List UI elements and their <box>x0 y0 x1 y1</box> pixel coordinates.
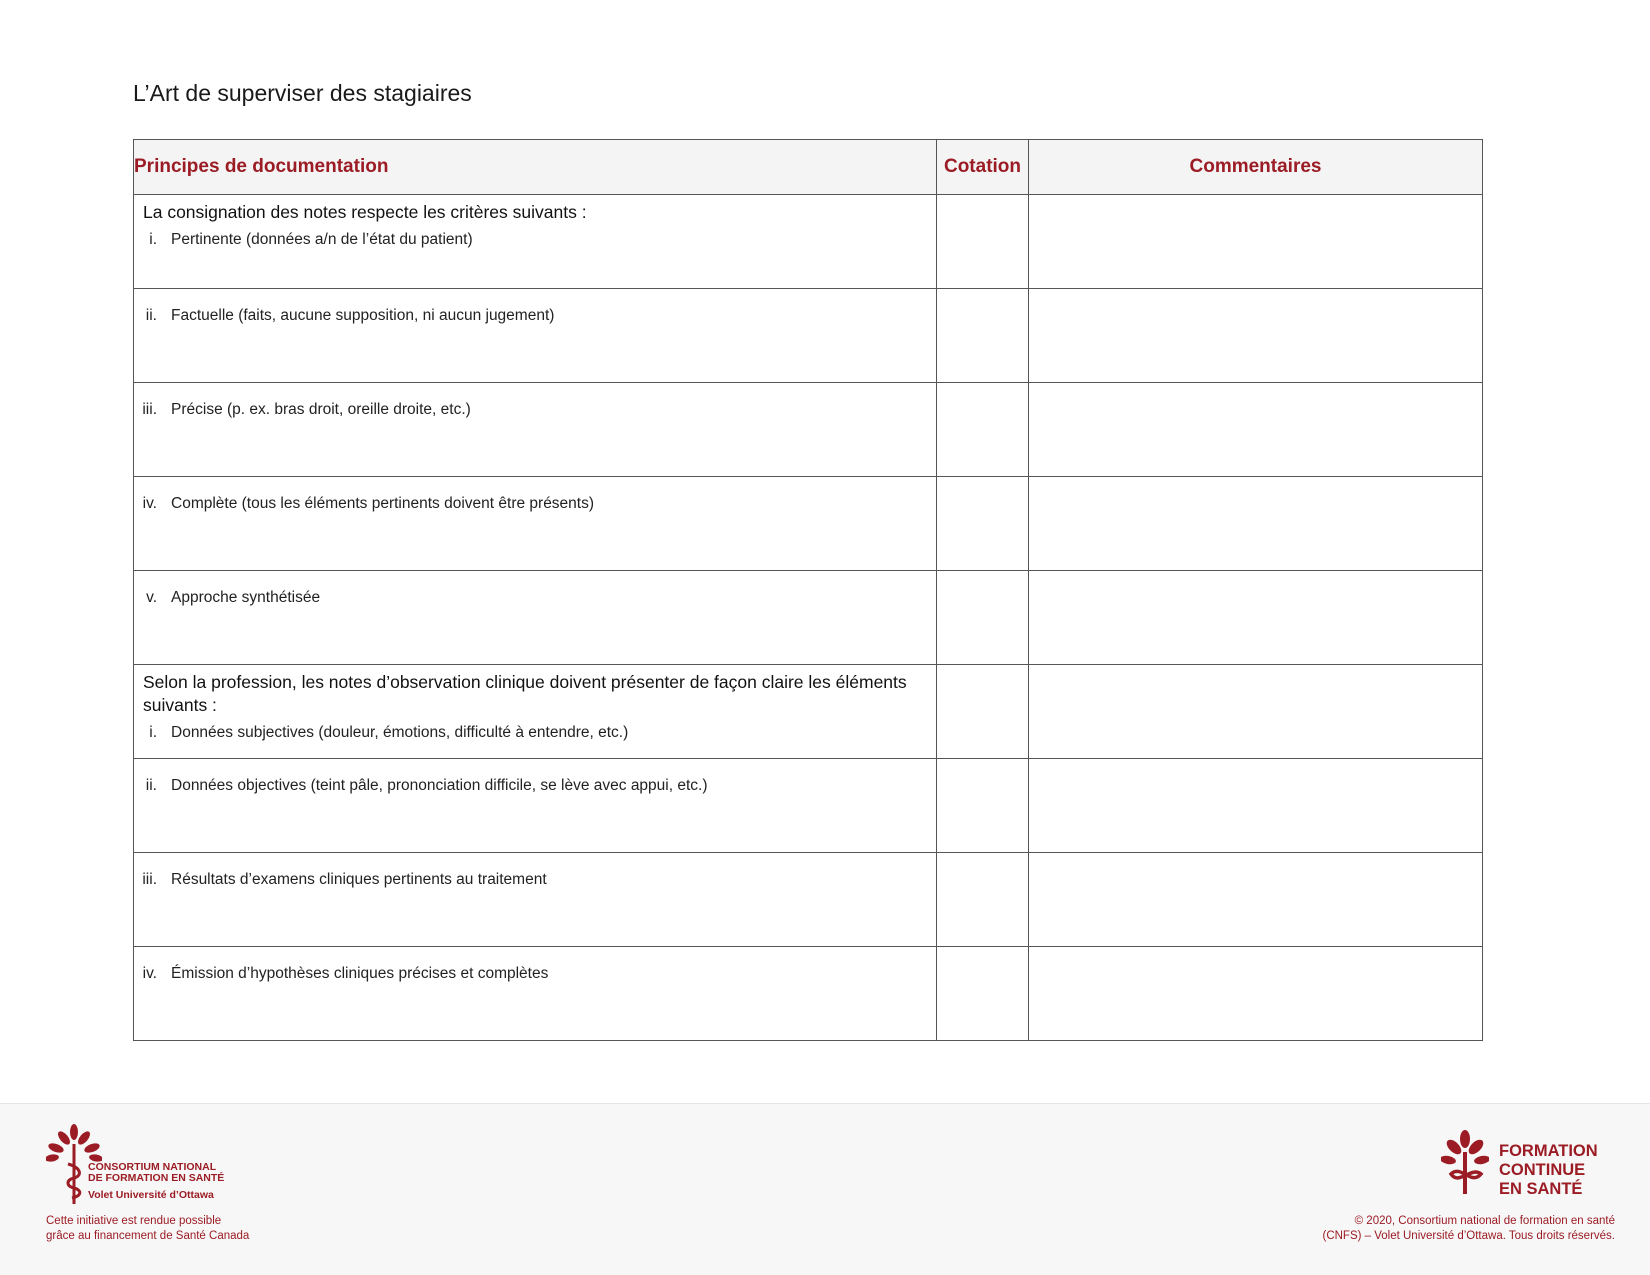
funding-note <box>46 1214 249 1244</box>
comments-cell[interactable] <box>1029 383 1483 477</box>
cnfs-subtitle: Volet Université d’Ottawa <box>88 1189 214 1201</box>
item-text: Approche synthétisée <box>171 589 321 606</box>
page-footer <box>0 1103 1650 1275</box>
item-number: v. <box>146 589 157 606</box>
rating-cell[interactable] <box>937 853 1029 947</box>
principle-cell <box>134 195 937 289</box>
copyright-line1: © 2020, Consortium national de formation en santé <box>1354 1215 1615 1227</box>
document-title: L’Art de superviser des stagiaires <box>133 80 472 106</box>
rating-cell[interactable] <box>937 665 1029 759</box>
rating-cell[interactable] <box>937 571 1029 665</box>
item-number: i. <box>149 231 157 248</box>
table-row <box>134 195 1483 289</box>
item-text: Précise (p. ex. bras droit, oreille droite, etc.) <box>171 401 471 418</box>
rating-cell[interactable] <box>937 947 1029 1041</box>
comments-cell[interactable] <box>1029 477 1483 571</box>
table-row <box>134 947 1483 1041</box>
rating-cell[interactable] <box>937 289 1029 383</box>
comments-cell[interactable] <box>1029 195 1483 289</box>
comments-cell[interactable] <box>1029 571 1483 665</box>
copyright-note <box>1322 1214 1615 1244</box>
funding-line2: grâce au financement de Santé Canada <box>46 1230 250 1242</box>
rating-cell[interactable] <box>937 195 1029 289</box>
section-intro: Selon la profession, les notes d’observation clinique doivent présenter de façon claire les éléments suivants : <box>143 672 907 715</box>
comments-cell[interactable] <box>1029 853 1483 947</box>
section-intro: La consignation des notes respecte les critères suivants : <box>143 202 587 222</box>
table-row <box>134 665 1483 759</box>
table-row <box>134 853 1483 947</box>
fcs-name-line3: EN SANTÉ <box>1499 1180 1583 1198</box>
item-number: ii. <box>145 307 157 324</box>
rating-cell[interactable] <box>937 477 1029 571</box>
item-text: Pertinente (données a/n de l’état du patient) <box>171 231 473 248</box>
principle-cell <box>134 383 937 477</box>
principle-cell <box>134 853 937 947</box>
item-text: Émission d’hypothèses cliniques précises et complètes <box>171 965 549 982</box>
header-rating: Cotation <box>937 140 1029 195</box>
table-row <box>134 759 1483 853</box>
funding-line1: Cette initiative est rendue possible <box>46 1215 222 1227</box>
comments-cell[interactable] <box>1029 947 1483 1041</box>
header-comments: Commentaires <box>1029 140 1483 195</box>
comments-cell[interactable] <box>1029 759 1483 853</box>
cnfs-name-line1: CONSORTIUM NATIONAL <box>88 1161 217 1173</box>
comments-cell[interactable] <box>1029 665 1483 759</box>
item-text: Données subjectives (douleur, émotions, difficulté à entendre, etc.) <box>171 724 629 741</box>
rating-cell[interactable] <box>937 759 1029 853</box>
cnfs-name <box>88 1162 224 1184</box>
table-row <box>134 571 1483 665</box>
table-row <box>134 477 1483 571</box>
item-text: Complète (tous les éléments pertinents doivent être présents) <box>171 495 595 512</box>
fcs-name-line2: CONTINUE <box>1499 1161 1586 1179</box>
item-number: ii. <box>145 777 157 794</box>
documentation-table <box>133 139 1483 1041</box>
header-principles: Principes de documentation <box>134 140 937 195</box>
principle-cell <box>134 289 937 383</box>
table-header-row <box>134 140 1483 195</box>
principle-cell <box>134 665 937 759</box>
principle-cell <box>134 759 937 853</box>
item-number: i. <box>149 724 157 741</box>
item-text: Données objectives (teint pâle, prononciation difficile, se lève avec appui, etc.) <box>171 777 708 794</box>
item-number: iii. <box>142 871 157 888</box>
item-text: Factuelle (faits, aucune supposition, ni aucun jugement) <box>171 307 555 324</box>
fcs-leaf-logo-icon <box>1441 1130 1489 1196</box>
fcs-name-line1: FORMATION <box>1499 1142 1598 1160</box>
fcs-name <box>1499 1142 1598 1199</box>
cnfs-name-line2: DE FORMATION EN SANTÉ <box>88 1172 225 1184</box>
table-row <box>134 383 1483 477</box>
copyright-line2: (CNFS) – Volet Université d’Ottawa. Tous droits réservés. <box>1322 1230 1615 1242</box>
item-text: Résultats d’examens cliniques pertinents au traitement <box>171 871 547 888</box>
rating-cell[interactable] <box>937 383 1029 477</box>
item-number: iv. <box>142 965 157 982</box>
principle-cell <box>134 571 937 665</box>
table-row <box>134 289 1483 383</box>
item-number: iii. <box>142 401 157 418</box>
item-number: iv. <box>142 495 157 512</box>
principle-cell <box>134 947 937 1041</box>
principle-cell <box>134 477 937 571</box>
comments-cell[interactable] <box>1029 289 1483 383</box>
